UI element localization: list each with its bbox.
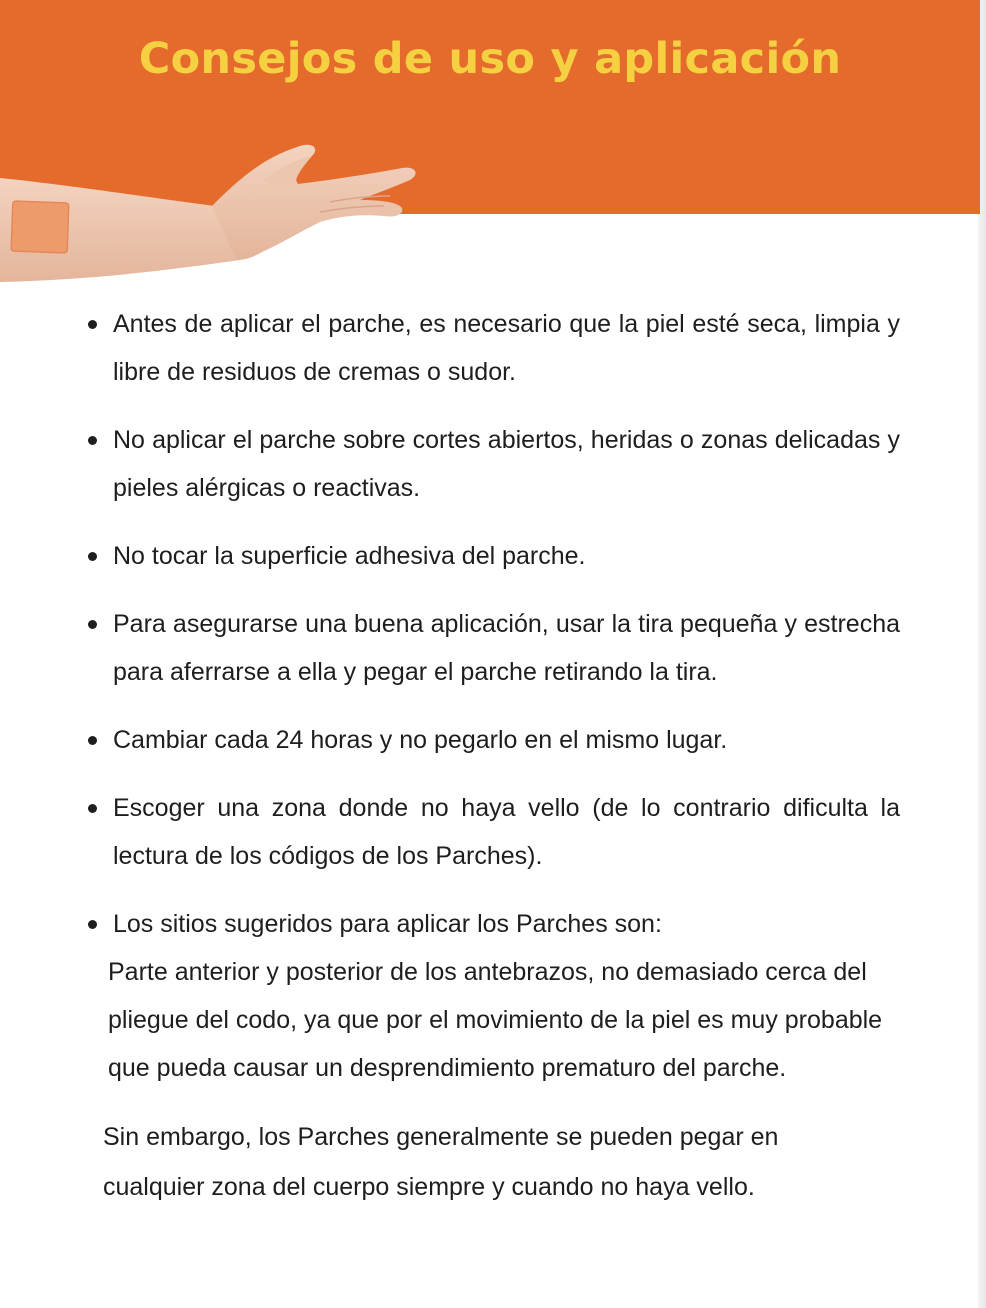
bullet-icon <box>88 552 97 561</box>
list-item <box>0 300 980 396</box>
list-item <box>0 532 980 580</box>
tip-text: Escoger una zona donde no haya vello (de lo contrario dificulta la lectura de los códigos de los Parches). <box>113 794 900 870</box>
tip-text: Los sitios sugeridos para aplicar los Parches son: <box>113 910 662 938</box>
tip-text: Cambiar cada 24 horas y no pegarlo en el mismo lugar. <box>113 726 728 754</box>
page-title: Consejos de uso y aplicación <box>138 34 842 84</box>
bullet-icon <box>88 620 97 629</box>
tips-list <box>0 300 980 1092</box>
closing-note: Sin embargo, los Parches generalmente se pueden pegar en cualquier zona del cuerpo siempre y cuando no haya vello. <box>103 1123 779 1201</box>
bullet-icon <box>88 920 97 929</box>
list-item <box>0 600 980 696</box>
list-item <box>0 416 980 512</box>
bullet-icon <box>88 804 97 813</box>
tips-section <box>0 300 980 1212</box>
tip-text: No tocar la superficie adhesiva del parche. <box>113 542 586 570</box>
tip-text: Para asegurarse una buena aplicación, usar la tira pequeña y estrecha para aferrarse a ella y pegar el parche retirando la tira. <box>113 610 900 686</box>
bullet-icon <box>88 736 97 745</box>
tip-text: No aplicar el parche sobre cortes abiertos, heridas o zonas delicadas y pieles alérgicas o reactivas. <box>113 426 900 502</box>
bullet-icon <box>88 320 97 329</box>
list-item <box>0 716 980 764</box>
arm-with-patch-icon <box>0 140 430 290</box>
tip-text: Antes de aplicar el parche, es necesario que la piel esté seca, limpia y libre de residuos de cremas o sudor. <box>113 310 900 386</box>
list-item <box>0 900 980 1092</box>
bullet-icon <box>88 436 97 445</box>
list-item <box>0 784 980 880</box>
tip-detail: Parte anterior y posterior de los antebrazos, no demasiado cerca del pliegue del codo, ya que por el movimiento de la piel es muy probable que pueda causar un desprendimiento prematuro del parche. <box>108 958 883 1082</box>
